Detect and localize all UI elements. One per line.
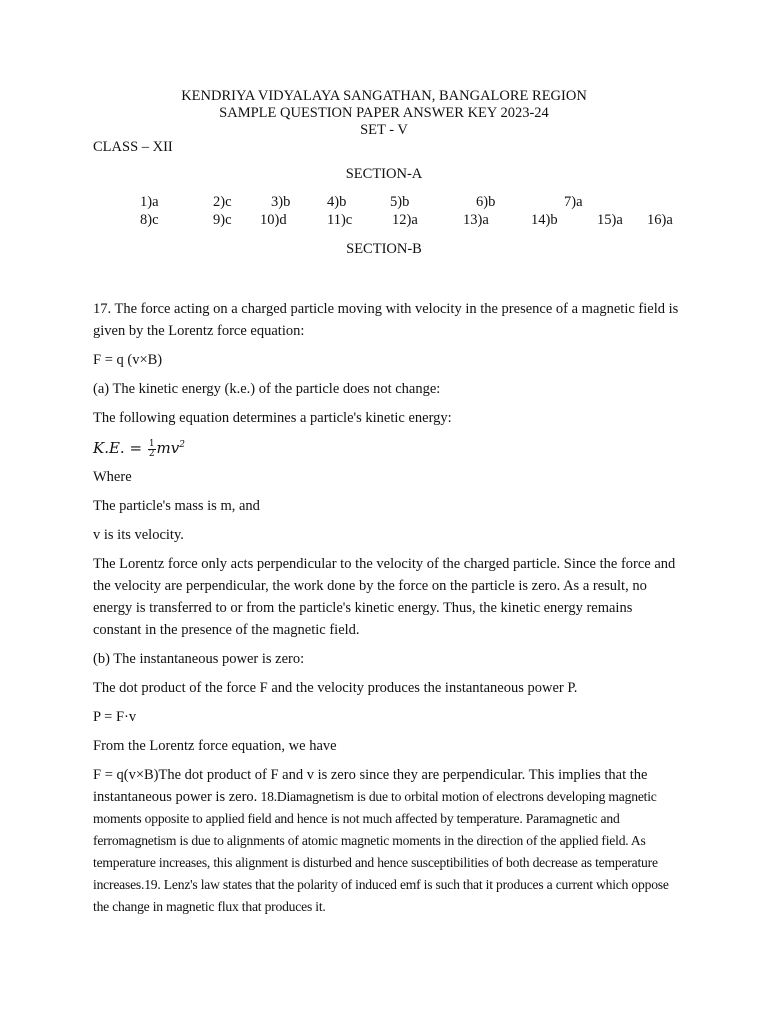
power-intro: The dot product of the force F and the velocity produces the instantaneous power P. — [93, 680, 578, 696]
final-paragraph — [93, 764, 683, 918]
answer-item: 14)b — [531, 212, 558, 228]
class-label: CLASS – XII — [93, 139, 173, 155]
answer-item: 11)c — [327, 212, 353, 228]
answer-item: 9)c — [213, 212, 232, 228]
answer-item: 10)d — [260, 212, 287, 228]
lorentz-equation: F = q (v×B) — [93, 352, 163, 368]
ke-formula — [93, 434, 683, 459]
ke-formula-exponent: 2 — [179, 440, 185, 450]
ke-formula-fraction — [148, 440, 156, 459]
answer-item: 4)b — [327, 194, 347, 210]
answer-item: 3)b — [271, 194, 291, 210]
header-line-1: KENDRIYA VIDYALAYA SANGATHAN, BANGALORE REGION — [181, 88, 587, 104]
where-label: Where — [93, 469, 132, 485]
answer-item: 5)b — [390, 194, 410, 210]
final-paragraph-rest: 18.Diamagnetism is due to orbital motion of electrons developing magnetic moments opposite to applied field and hence is not much affected by temperature. Paramagnetic and ferromagnetism is due to alignments of atomic magnetic moments in the direction of the applied field. As temperature increases, this alignment is disturbed and hence susceptibilities of both decrease as temperature increases.19. Lenz's law states that the polarity of induced emf is such that it produces a current which oppose the change in magnetic flux that produces it. — [93, 789, 669, 914]
answer-item: 16)a — [647, 212, 673, 228]
fraction-numerator: 1 — [148, 438, 155, 449]
part-b-heading: (b) The instantaneous power is zero: — [93, 651, 305, 667]
part-a-heading: (a) The kinetic energy (k.e.) of the particle does not change: — [93, 381, 441, 397]
ke-formula-lhs: K.E. = — [93, 439, 143, 457]
power-equation: P = F·v — [93, 709, 137, 725]
answer-item: 15)a — [597, 212, 623, 228]
answer-item: 8)c — [140, 212, 159, 228]
mass-line: The particle's mass is m, and — [93, 498, 260, 514]
lorentz-paragraph: The Lorentz force only acts perpendicular to the velocity of the charged particle. Since the force and the velocity are perpendicular, the work done by the force on the particle is zero. As a result, no energy is transferred to or from the particle's kinetic energy. Thus, the kinetic energy remains constant in the presence of the magnetic field. — [93, 556, 676, 638]
answer-item: 1)a — [140, 194, 159, 210]
answer-item: 12)a — [392, 212, 418, 228]
fraction-denominator: 2 — [148, 448, 155, 459]
answer-item: 7)a — [564, 194, 583, 210]
final-paragraph-start: F = q(v×B)The dot product of F and v is zero since they are perpendicular. This implies that the instantaneous power is zero. — [93, 767, 648, 805]
from-lorentz-line: From the Lorentz force equation, we have — [93, 738, 337, 754]
answer-item: 2)c — [213, 194, 232, 210]
ke-intro: The following equation determines a particle's kinetic energy: — [93, 410, 452, 426]
answer-item: 13)a — [463, 212, 489, 228]
velocity-line: v is its velocity. — [93, 527, 184, 543]
header-line-3: SET - V — [360, 122, 408, 138]
ke-formula-rhs: mv — [156, 439, 180, 457]
header-line-2: SAMPLE QUESTION PAPER ANSWER KEY 2023-24 — [219, 105, 549, 121]
section-a-title: SECTION-A — [345, 166, 423, 182]
section-b-title: SECTION-B — [346, 241, 422, 257]
q17-intro: 17. The force acting on a charged particle moving with velocity in the presence of a magnetic field is given by the Lorentz force equation: — [93, 301, 679, 339]
answer-item: 6)b — [476, 194, 496, 210]
